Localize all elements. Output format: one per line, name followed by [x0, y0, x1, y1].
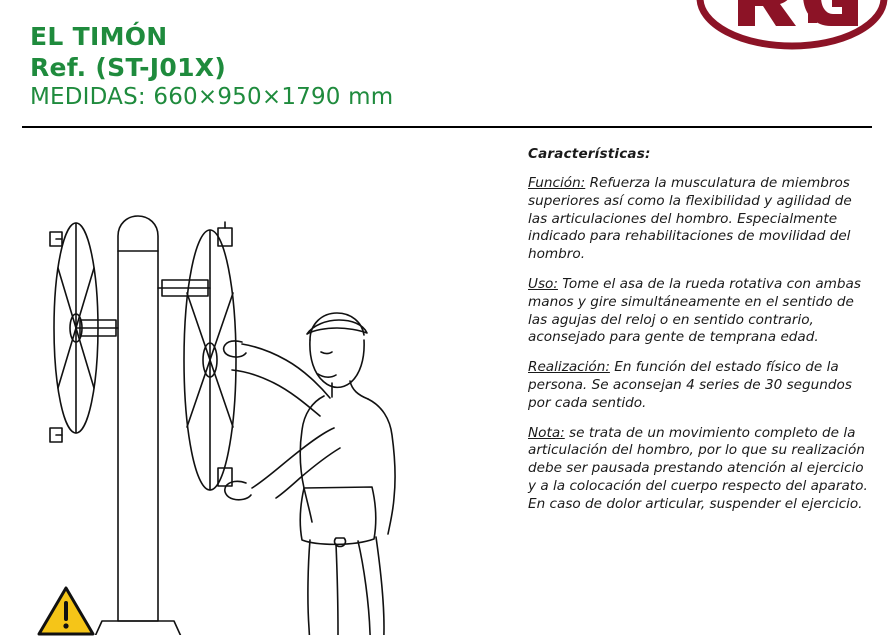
page-content	[0, 134, 895, 635]
warning-triangle-icon	[36, 585, 96, 637]
paragraph-lead: Uso:	[528, 275, 558, 292]
paragraph-funcion	[528, 175, 873, 264]
paragraph-body: Refuerza la musculatura de miembros superiores así como la flexibilidad y agilidad de las articulaciones del hombro. Especialmente indicado para rehabilitaciones de movilidad del hombro.	[528, 175, 852, 263]
paragraph-body: En función del estado físico de la persona. Se aconsejan 4 series de 30 segundos por cada sentido.	[528, 359, 852, 411]
paragraph-realizacion	[528, 359, 873, 412]
characteristics-panel	[528, 146, 873, 526]
brand-logo	[680, 0, 895, 75]
product-reference: Ref. (ST-J01X)	[30, 52, 227, 82]
product-name: EL TIMÓN	[30, 22, 168, 51]
paragraph-body: Tome el asa de la rueda rotativa con ambas manos y gire simultáneamente en el sentido de las agujas del reloj o en sentido contrario, aconsejado para gente de temprana edad.	[528, 275, 861, 346]
characteristics-heading: Características:	[528, 146, 651, 162]
machine-illustration	[18, 138, 488, 635]
paragraph-lead: Función:	[528, 175, 586, 191]
illustration-panel	[18, 138, 488, 635]
paragraph-lead: Realización:	[528, 359, 610, 376]
header-divider	[22, 126, 872, 128]
title-block	[30, 22, 393, 111]
product-dimensions: MEDIDAS: 660×950×1790 mm	[30, 84, 394, 110]
paragraph-nota	[528, 425, 873, 514]
paragraph-lead: Nota:	[528, 424, 565, 441]
page-header	[0, 0, 895, 125]
paragraph-body: se trata de un movimiento completo de la articulación del hombro, por lo que su realización debe ser pausada prestando atención al ejercicio y a la colocación del cuerpo respecto del aparato. En caso de dolor articular, suspender el ejercicio.	[528, 424, 868, 512]
paragraph-uso	[528, 276, 873, 347]
